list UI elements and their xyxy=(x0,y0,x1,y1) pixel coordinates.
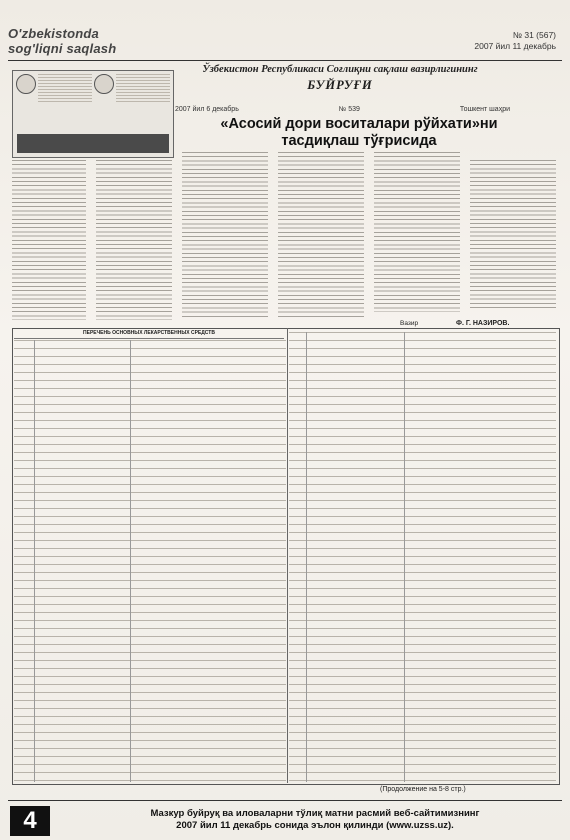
footer-note xyxy=(80,808,550,832)
page-number: 4 xyxy=(10,806,50,836)
body-column-2 xyxy=(96,160,172,320)
order-date: 2007 йил 6 декабрь xyxy=(175,106,239,113)
table-col-rule xyxy=(34,340,35,782)
footer-rule xyxy=(8,800,562,801)
masthead-title-line2: sog'liqni saqlash xyxy=(8,41,117,56)
article-headline: «Асосий дори воситалари рўйхати»ни тасдиқлаш тўғрисида xyxy=(220,116,498,149)
order-city: Тошкент шаҳри xyxy=(459,106,510,113)
masthead-rule xyxy=(8,60,562,61)
seal-icon xyxy=(94,74,114,94)
body-column-6 xyxy=(470,160,556,310)
drug-table-header: ПЕРЕЧЕНЬ ОСНОВНЫХ ЛЕКАРСТВЕННЫХ СРЕДСТВ xyxy=(14,329,284,339)
drug-table-left-rows xyxy=(14,340,286,782)
body-column-5 xyxy=(374,152,460,312)
body-column-4 xyxy=(278,152,364,320)
masthead-logo xyxy=(8,26,138,60)
footer-note-line2: 2007 йил 11 декабрь сонида эълон қилинди (www.uzss.uz). xyxy=(176,820,454,831)
table-divider xyxy=(287,328,288,783)
table-col-rule xyxy=(404,332,405,782)
ministry-title: Ўзбекистон Республикаси Соғлиқни сақлаш вазирлигининг xyxy=(202,64,478,75)
table-col-rule xyxy=(130,340,131,782)
continued-note: (Продолжение на 5-8 стр.) xyxy=(380,786,466,793)
footer-note-line1: Мазкур буйруқ ва иловаларни тўлиқ матни расмий веб-сайтимизнинг xyxy=(150,808,480,819)
issue-info xyxy=(474,30,556,52)
masthead-title-line1: O'zbekistonda xyxy=(8,26,99,41)
issue-date: 2007 йил 11 декабрь xyxy=(474,41,556,51)
drug-table-right-rows xyxy=(289,332,556,782)
body-column-1 xyxy=(12,160,86,320)
order-dateline xyxy=(175,106,510,113)
logo-caption-band xyxy=(17,134,169,153)
order-title: БУЙРУҒИ xyxy=(307,78,373,92)
seal-icon xyxy=(16,74,36,94)
signatory-role: Вазир xyxy=(400,320,419,327)
signatory-name: Ф. Г. НАЗИРОВ. xyxy=(456,320,510,327)
table-col-rule xyxy=(306,332,307,782)
body-column-3 xyxy=(182,152,268,320)
order-number: № 539 xyxy=(338,106,360,113)
issue-number: № 31 (567) xyxy=(512,30,556,40)
